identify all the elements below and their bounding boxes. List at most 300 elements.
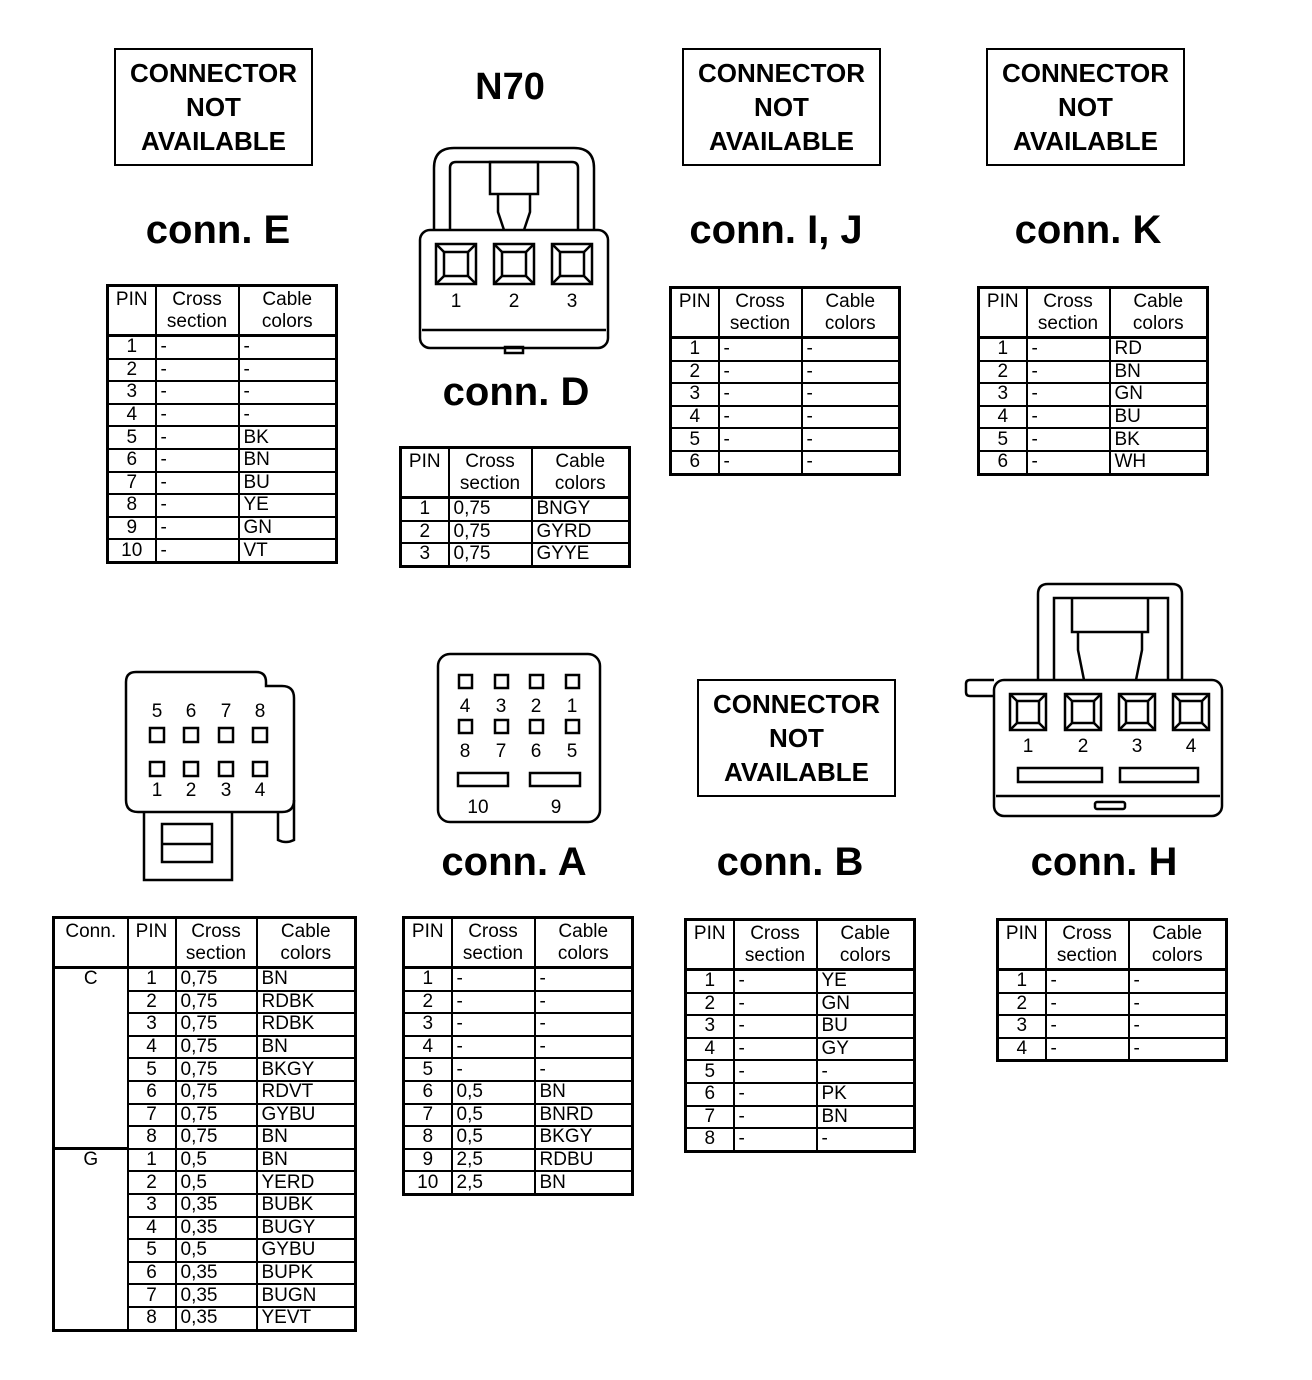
- pin-cell: 6: [686, 1083, 734, 1106]
- pin-label: 2: [530, 696, 542, 717]
- pin-square: [495, 720, 508, 733]
- na-line-3: AVAILABLE: [1013, 126, 1158, 156]
- pin-cell: 6: [108, 449, 156, 472]
- pin-square: [184, 762, 198, 776]
- table-row: [671, 406, 900, 429]
- cable-color-cell: WH: [1114, 451, 1147, 473]
- header-cross-section: Cross section: [156, 286, 239, 336]
- pin-cell: 2: [686, 993, 734, 1016]
- table-row: [108, 539, 337, 562]
- table-row: [686, 1038, 915, 1061]
- pin-cell: 10: [108, 539, 156, 562]
- pin-label: 4: [459, 696, 471, 717]
- header-pin: PIN: [401, 448, 449, 498]
- header-cross-section: Cross section: [719, 288, 802, 338]
- cable-color-cell: -: [535, 1058, 633, 1081]
- na-line-1: CONNECTOR: [697, 58, 866, 88]
- connector-not-available-b: [697, 679, 896, 797]
- title-conn-d: conn. D: [442, 370, 590, 414]
- cable-color-cell: BU: [1110, 406, 1208, 429]
- pin-square: [253, 762, 267, 776]
- connector-h-key: [1095, 802, 1125, 809]
- pin-cell: 2: [108, 359, 156, 382]
- na-line-3: AVAILABLE: [709, 126, 854, 156]
- cable-color-cell: BN: [817, 1106, 915, 1129]
- cross-section-cell: -: [734, 1106, 817, 1129]
- cable-color-cell: GN: [817, 993, 915, 1016]
- cable-color-cell: BN: [239, 449, 337, 472]
- cable-color-cell: -: [802, 383, 900, 406]
- header-cross-section: Cross section: [1046, 920, 1129, 970]
- header-conn: Conn.: [54, 918, 128, 968]
- table-row: [404, 1149, 633, 1172]
- cross-section-cell: 0,75: [176, 991, 257, 1014]
- table-row: [686, 993, 915, 1016]
- pin-label: 1: [151, 780, 163, 801]
- pin-square: [219, 728, 233, 742]
- pin-cell: 10: [404, 1171, 452, 1194]
- cross-section-cell: -: [156, 336, 239, 359]
- cross-section-cell: -: [156, 517, 239, 540]
- pin-square: [566, 720, 579, 733]
- pin-cell: 5: [108, 426, 156, 449]
- pin-cell: 2: [404, 991, 452, 1014]
- cable-color-cell: BUBK: [257, 1194, 356, 1217]
- connector-h-clip-tab: [1078, 632, 1142, 680]
- pin-label: 6: [185, 701, 197, 722]
- header-pin: PIN: [686, 920, 734, 970]
- cross-section-cell: 0,5: [176, 1171, 257, 1194]
- cable-color-cell: BN: [1110, 361, 1208, 384]
- pin-cell: 9: [108, 517, 156, 540]
- cross-section-cell: 0,5: [176, 1149, 257, 1172]
- pin-label: 5: [566, 741, 578, 762]
- pin-cell: 5: [686, 1060, 734, 1083]
- pin-cell: 5: [128, 1239, 176, 1262]
- cross-section-cell: 0,75: [176, 1036, 257, 1059]
- cross-section-cell: -: [734, 970, 817, 993]
- table-conn-e: [106, 284, 338, 564]
- cable-color-cell: RDBK: [257, 991, 356, 1014]
- cable-color-cell: BU: [817, 1015, 915, 1038]
- connector-cg-pin-squares: [150, 728, 267, 776]
- cable-color-cell: -: [1133, 1038, 1140, 1060]
- pin-label: 2: [185, 780, 197, 801]
- header-pin: PIN: [979, 288, 1027, 338]
- cross-section-cell: -: [719, 406, 802, 429]
- cable-color-cell: GYBU: [257, 1239, 356, 1262]
- connector-d-key: [505, 347, 523, 353]
- pin-cell: 4: [108, 404, 156, 427]
- pin-cell: 6: [979, 451, 1027, 474]
- pin-label: 7: [220, 701, 232, 722]
- table-conn-cg: [52, 916, 357, 1332]
- cable-color-cell: -: [535, 991, 633, 1014]
- table-row: [108, 381, 337, 404]
- pin-square: [459, 675, 472, 688]
- pin-label: 1: [1022, 736, 1034, 757]
- cross-section-cell: 0,75: [176, 1081, 257, 1104]
- cross-section-cell: -: [719, 338, 802, 361]
- pin-square: [1119, 694, 1155, 730]
- cross-section-cell: -: [1027, 383, 1110, 406]
- pin-cell: 7: [128, 1104, 176, 1127]
- cable-color-cell: RDVT: [257, 1081, 356, 1104]
- cable-color-cell: GY: [817, 1038, 915, 1061]
- cross-section-cell: 0,75: [449, 521, 532, 544]
- pin-cell: 4: [128, 1217, 176, 1240]
- pin-cell: 8: [128, 1307, 176, 1330]
- table-row: [686, 1083, 915, 1106]
- cross-section-cell: -: [156, 539, 239, 562]
- pin-cell: 3: [128, 1013, 176, 1036]
- title-conn-h: conn. H: [1030, 840, 1178, 884]
- cross-section-cell: -: [734, 1015, 817, 1038]
- pin-cell: 1: [998, 970, 1046, 993]
- header-pin: PIN: [108, 286, 156, 336]
- cross-section-cell: 0,35: [176, 1194, 257, 1217]
- table-row: [671, 451, 900, 474]
- pin-label: 9: [550, 797, 562, 818]
- pin-cell: 3: [979, 383, 1027, 406]
- table-conn-ij: [669, 286, 901, 476]
- pin-square: [1010, 694, 1046, 730]
- table-row: [108, 359, 337, 382]
- cross-section-cell: -: [1027, 361, 1110, 384]
- pin-label: 4: [254, 780, 266, 801]
- cross-section-cell: -: [1027, 451, 1110, 474]
- cable-color-cell: GYBU: [257, 1104, 356, 1127]
- cross-section-cell: -: [734, 993, 817, 1016]
- pin-label: 1: [450, 291, 462, 312]
- pin-cell: 7: [108, 472, 156, 495]
- table-row: [979, 428, 1208, 451]
- cross-section-cell: 0,35: [176, 1284, 257, 1307]
- pin-cell: 8: [686, 1128, 734, 1151]
- cable-color-cell: YE: [239, 494, 337, 517]
- table-row: [401, 498, 630, 521]
- pin-cell: 6: [128, 1262, 176, 1285]
- pin-cell: 7: [404, 1104, 452, 1127]
- pin-cell: 1: [401, 498, 449, 521]
- connector-d-diagram: [410, 140, 620, 370]
- cross-section-cell: 0,75: [176, 1104, 257, 1127]
- pin-square: [253, 728, 267, 742]
- cable-color-cell: BUGY: [257, 1217, 356, 1240]
- pin-label: 3: [220, 780, 232, 801]
- na-line-3: AVAILABLE: [141, 126, 286, 156]
- pin-cell: 5: [128, 1058, 176, 1081]
- header-pin: PIN: [404, 918, 452, 968]
- cross-section-cell: 0,5: [452, 1081, 535, 1104]
- cross-section-cell: -: [452, 1036, 535, 1059]
- pin-square: [530, 675, 543, 688]
- pin-square: [495, 675, 508, 688]
- cross-section-cell: 0,75: [449, 543, 532, 566]
- title-conn-ij: conn. I, J: [689, 208, 863, 252]
- cross-section-cell: -: [719, 428, 802, 451]
- pin-square: [566, 675, 579, 688]
- header-pin: PIN: [671, 288, 719, 338]
- pin-slot: [1120, 768, 1198, 782]
- pin-label: 8: [254, 701, 266, 722]
- cross-section-cell: -: [156, 404, 239, 427]
- cable-color-cell: GN: [1110, 383, 1208, 406]
- cable-color-cell: -: [1129, 993, 1227, 1016]
- table-row: [108, 404, 337, 427]
- connector-not-available-k: [986, 48, 1185, 166]
- cable-color-cell: YEVT: [261, 1307, 312, 1329]
- table-row: [401, 521, 630, 544]
- connector-d-latch-outline: [434, 148, 594, 230]
- cable-color-cell: -: [802, 428, 900, 451]
- cross-section-cell: 0,75: [449, 498, 532, 521]
- table-row: [54, 968, 356, 991]
- table-row: [108, 517, 337, 540]
- pin-cell: 4: [979, 406, 1027, 429]
- cable-color-cell: BN: [539, 1171, 566, 1193]
- connector-d-pin-squares: [436, 244, 592, 284]
- table-row: [404, 1013, 633, 1036]
- pin-label: 1: [566, 696, 578, 717]
- cable-color-cell: BN: [257, 1036, 356, 1059]
- table-row: [979, 361, 1208, 384]
- cross-section-cell: -: [734, 1038, 817, 1061]
- cable-color-cell: BNRD: [535, 1104, 633, 1127]
- table-row: [108, 449, 337, 472]
- na-line-2: NOT: [1058, 92, 1113, 122]
- pin-square: [530, 720, 543, 733]
- pin-label: 7: [495, 741, 507, 762]
- pin-cell: 3: [401, 543, 449, 566]
- connector-not-available-ij: [682, 48, 881, 166]
- table-row: [401, 543, 630, 566]
- pin-cell: 8: [108, 494, 156, 517]
- cross-section-cell: -: [1027, 338, 1110, 361]
- table-row: [108, 472, 337, 495]
- cable-color-cell: -: [802, 338, 900, 361]
- pin-cell: 4: [128, 1036, 176, 1059]
- pin-cell: 4: [998, 1038, 1046, 1061]
- cable-color-cell: RDBK: [257, 1013, 356, 1036]
- cable-color-cell: -: [802, 406, 900, 429]
- cross-section-cell: 0,75: [176, 1126, 257, 1149]
- pin-label: 2: [1077, 736, 1089, 757]
- cross-section-cell: 0,75: [176, 968, 257, 991]
- pin-label: 4: [1185, 736, 1197, 757]
- table-conn-k: [977, 286, 1209, 476]
- pin-cell: 1: [686, 970, 734, 993]
- title-conn-k: conn. K: [1014, 208, 1162, 252]
- pin-cell: 3: [671, 383, 719, 406]
- connector-d-clip: [490, 162, 538, 194]
- cross-section-cell: -: [734, 1060, 817, 1083]
- table-row: [404, 968, 633, 991]
- table-conn-d: [399, 446, 631, 568]
- na-line-3: AVAILABLE: [724, 757, 869, 787]
- cable-color-cell: GN: [239, 517, 337, 540]
- na-line-1: CONNECTOR: [1001, 58, 1170, 88]
- pin-cell: 2: [998, 993, 1046, 1016]
- cable-color-cell: -: [239, 404, 337, 427]
- pin-cell: 4: [671, 406, 719, 429]
- pin-square: [494, 244, 534, 284]
- cable-color-cell: BK: [1110, 428, 1208, 451]
- header-cross-section: Cross section: [449, 448, 532, 498]
- cable-color-cell: -: [817, 1060, 915, 1083]
- conn-group-cell: G: [54, 1149, 128, 1330]
- na-line-2: NOT: [754, 92, 809, 122]
- n70-label: N70: [475, 66, 545, 108]
- pin-cell: 6: [671, 451, 719, 474]
- pin-square: [184, 728, 198, 742]
- pin-slot: [1018, 768, 1102, 782]
- table-row: [979, 451, 1208, 474]
- table-row: [671, 383, 900, 406]
- pin-label: 10: [467, 797, 489, 818]
- cross-section-cell: -: [452, 1058, 535, 1081]
- cross-section-cell: -: [452, 991, 535, 1014]
- pin-slot: [530, 773, 580, 786]
- table-conn-h: [996, 918, 1228, 1062]
- table-row: [108, 494, 337, 517]
- cross-section-cell: -: [1027, 406, 1110, 429]
- connector-d-clip-tab: [498, 194, 530, 230]
- pin-cell: 8: [128, 1126, 176, 1149]
- cable-color-cell: BK: [239, 426, 337, 449]
- connector-d-latch-inner: [450, 162, 578, 230]
- cross-section-cell: 0,75: [176, 1058, 257, 1081]
- pin-cell: 6: [404, 1081, 452, 1104]
- pin-cell: 6: [128, 1081, 176, 1104]
- table-row: [108, 336, 337, 359]
- cross-section-cell: -: [1046, 970, 1129, 993]
- pin-cell: 4: [404, 1036, 452, 1059]
- cross-section-cell: -: [719, 361, 802, 384]
- table-row: [404, 1058, 633, 1081]
- cable-color-cell: YERD: [257, 1171, 356, 1194]
- pin-cell: 3: [108, 381, 156, 404]
- cable-color-cell: GYRD: [532, 521, 630, 544]
- connector-h-diagram: [964, 580, 1228, 824]
- table-row: [686, 1060, 915, 1083]
- pin-cell: 4: [686, 1038, 734, 1061]
- cross-section-cell: 0,75: [176, 1013, 257, 1036]
- cable-color-cell: BN: [257, 1126, 356, 1149]
- pin-cell: 2: [671, 361, 719, 384]
- pin-cell: 2: [401, 521, 449, 544]
- na-line-2: NOT: [769, 723, 824, 753]
- connector-h-side-lip: [966, 680, 994, 696]
- pin-cell: 3: [686, 1015, 734, 1038]
- pin-square: [150, 762, 164, 776]
- table-row: [686, 1128, 915, 1151]
- header-cable-colors: Cable colors: [535, 918, 633, 968]
- table-row: [404, 1104, 633, 1127]
- header-cable-colors: Cable colors: [1110, 288, 1208, 338]
- cable-color-cell: BU: [239, 472, 337, 495]
- header-cable-colors: Cable colors: [257, 918, 356, 968]
- pin-square: [552, 244, 592, 284]
- pin-cell: 7: [128, 1284, 176, 1307]
- pin-cell: 3: [998, 1015, 1046, 1038]
- cross-section-cell: 0,5: [452, 1126, 535, 1149]
- header-pin: PIN: [998, 920, 1046, 970]
- pin-square: [1173, 694, 1209, 730]
- table-row: [671, 428, 900, 451]
- pin-label: 3: [566, 291, 578, 312]
- pin-cell: 1: [404, 968, 452, 991]
- cross-section-cell: -: [156, 381, 239, 404]
- cross-section-cell: 0,35: [176, 1307, 257, 1330]
- table-row: [686, 1015, 915, 1038]
- connector-cg-lock: [144, 812, 232, 880]
- table-row: [686, 970, 915, 993]
- pin-cell: 8: [404, 1126, 452, 1149]
- header-cable-colors: Cable colors: [817, 920, 915, 970]
- table-conn-a: [402, 916, 634, 1196]
- pin-cell: 3: [128, 1194, 176, 1217]
- table-row: [686, 1106, 915, 1129]
- cable-color-cell: BUGN: [257, 1284, 356, 1307]
- cable-color-cell: -: [802, 361, 900, 384]
- cross-section-cell: -: [156, 494, 239, 517]
- cross-section-cell: 0,5: [452, 1104, 535, 1127]
- connector-a-pin-squares: [458, 675, 580, 786]
- pin-cell: 2: [128, 991, 176, 1014]
- title-conn-e: conn. E: [145, 208, 291, 252]
- header-cross-section: Cross section: [1027, 288, 1110, 338]
- title-conn-b: conn. B: [716, 840, 864, 884]
- table-row: [404, 1171, 633, 1194]
- table-row: [54, 1149, 356, 1172]
- pin-cell: 2: [128, 1171, 176, 1194]
- cable-color-cell: -: [1129, 970, 1227, 993]
- cable-color-cell: -: [535, 968, 633, 991]
- table-row: [671, 338, 900, 361]
- table-row: [998, 993, 1227, 1016]
- cross-section-cell: -: [452, 1013, 535, 1036]
- table-row: [998, 1038, 1227, 1061]
- na-line-2: NOT: [186, 92, 241, 122]
- table-row: [979, 406, 1208, 429]
- pin-label: 6: [530, 741, 542, 762]
- connector-not-available-e: [114, 48, 313, 166]
- table-row: [979, 338, 1208, 361]
- cable-color-cell: -: [239, 359, 337, 382]
- cable-color-cell: YE: [817, 970, 915, 993]
- cross-section-cell: 0,35: [176, 1217, 257, 1240]
- cable-color-cell: BN: [257, 968, 356, 991]
- cable-color-cell: BKGY: [535, 1126, 633, 1149]
- cross-section-cell: -: [1046, 1038, 1129, 1061]
- cross-section-cell: -: [1027, 428, 1110, 451]
- header-cross-section: Cross section: [734, 920, 817, 970]
- cable-color-cell: BN: [257, 1149, 356, 1172]
- pin-label: 2: [508, 291, 520, 312]
- cable-color-cell: -: [821, 1128, 828, 1150]
- pin-cell: 2: [979, 361, 1027, 384]
- pin-square: [219, 762, 233, 776]
- pin-cell: 1: [979, 338, 1027, 361]
- cable-color-cell: -: [239, 381, 337, 404]
- header-pin: PIN: [128, 918, 176, 968]
- cross-section-cell: -: [452, 968, 535, 991]
- cross-section-cell: -: [156, 449, 239, 472]
- cross-section-cell: -: [156, 359, 239, 382]
- cable-color-cell: GYYE: [536, 543, 590, 565]
- connector-a-diagram: [434, 650, 606, 828]
